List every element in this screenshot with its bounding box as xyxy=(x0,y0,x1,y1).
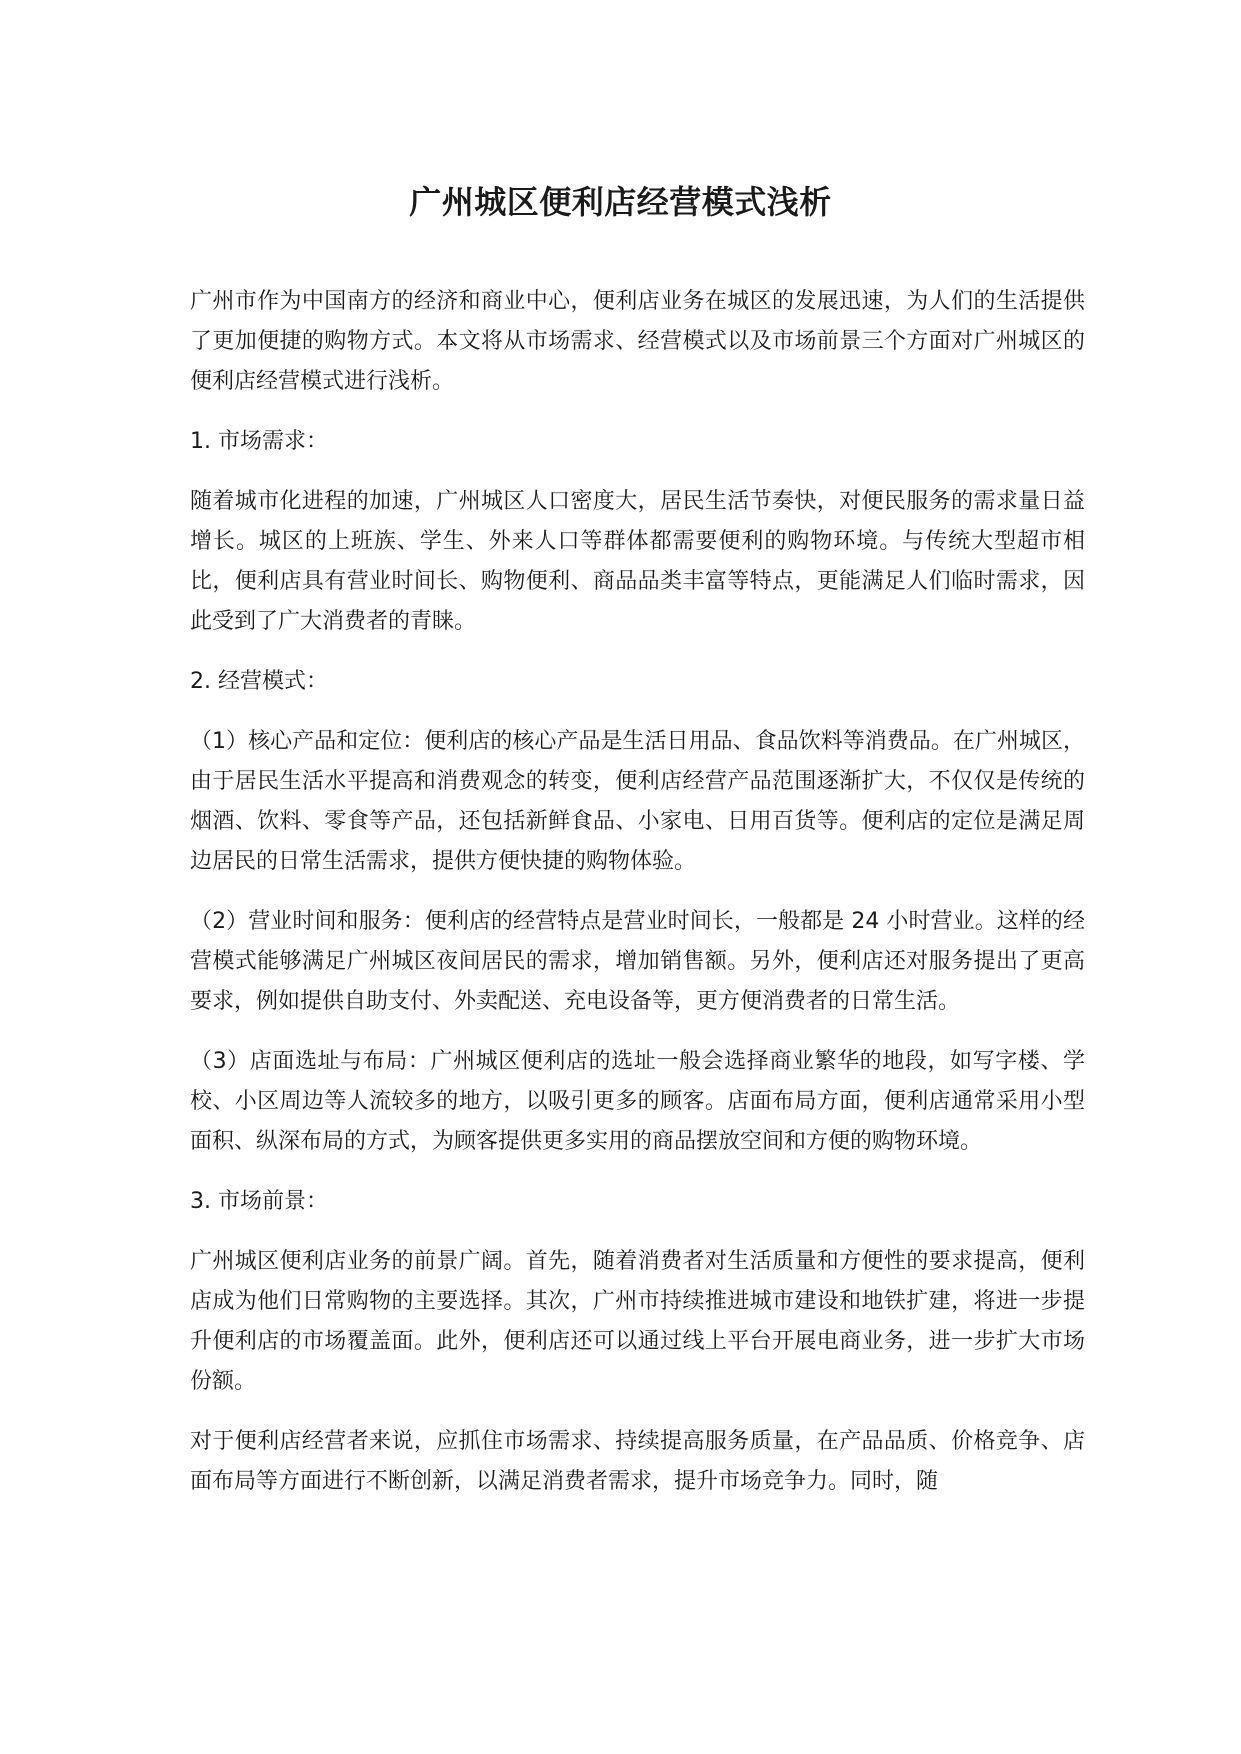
section-heading-market-outlook: 3. 市场前景： xyxy=(190,1189,328,1214)
document-title: 广州城区便利店经营模式浅析 xyxy=(409,183,832,221)
market-outlook-paragraph: 广州城区便利店业务的前景广阔。首先，随着消费者对生活质量和方便性的要求提高，便利店成为他们日常购物的主要选择。其次，广州市持续推进城市建设和地铁扩建，将进一步提升便利店的市场覆盖面。此外，便利店还可以通过线上平台开展电商业务，进一步扩大市场份额。 xyxy=(190,1249,1085,1394)
market-demand-paragraph: 随着城市化进程的加速，广州城区人口密度大，居民生活节奏快，对便民服务的需求量日益增长。城区的上班族、学生、外来人口等群体都需要便利的购物环境。与传统大型超市相比，便利店具有营业时间长、购物便利、商品品类丰富等特点，更能满足人们临时需求，因此受到了广大消费者的青睐。 xyxy=(190,489,1085,634)
operator-advice-paragraph: 对于便利店经营者来说，应抓住市场需求、持续提高服务质量，在产品品质、价格竞争、店面布局等方面进行不断创新，以满足消费者需求，提升市场竞争力。同时，随 xyxy=(190,1429,1085,1494)
intro-paragraph: 广州市作为中国南方的经济和商业中心，便利店业务在城区的发展迅速，为人们的生活提供了更加便捷的购物方式。本文将从市场需求、经营模式以及市场前景三个方面对广州城区的便利店经营模式进行浅析。 xyxy=(190,289,1085,394)
section-heading-market-demand: 1. 市场需求： xyxy=(190,429,328,454)
business-hours-paragraph: （2）营业时间和服务：便利店的经营特点是营业时间长，一般都是 24 小时营业。这样的经营模式能够满足广州城区夜间居民的需求，增加销售额。另外，便利店还对服务提出了更高要求，例如提供自助支付、外卖配送、充电设备等，更方便消费者的日常生活。 xyxy=(190,909,1085,1014)
section-heading-business-model: 2. 经营模式： xyxy=(190,669,328,694)
core-products-paragraph: （1）核心产品和定位：便利店的核心产品是生活日用品、食品饮料等消费品。在广州城区，由于居民生活水平提高和消费观念的转变，便利店经营产品范围逐渐扩大，不仅仅是传统的烟酒、饮料、零食等产品，还包括新鲜食品、小家电、日用百货等。便利店的定位是满足周边居民的日常生活需求，提供方便快捷的购物体验。 xyxy=(190,729,1085,874)
document-body xyxy=(190,282,1085,1522)
store-location-paragraph: （3）店面选址与布局：广州城区便利店的选址一般会选择商业繁华的地段，如写字楼、学校、小区周边等人流较多的地方，以吸引更多的顾客。店面布局方面，便利店通常采用小型面积、纵深布局的方式，为顾客提供更多实用的商品摆放空间和方便的购物环境。 xyxy=(190,1049,1085,1154)
